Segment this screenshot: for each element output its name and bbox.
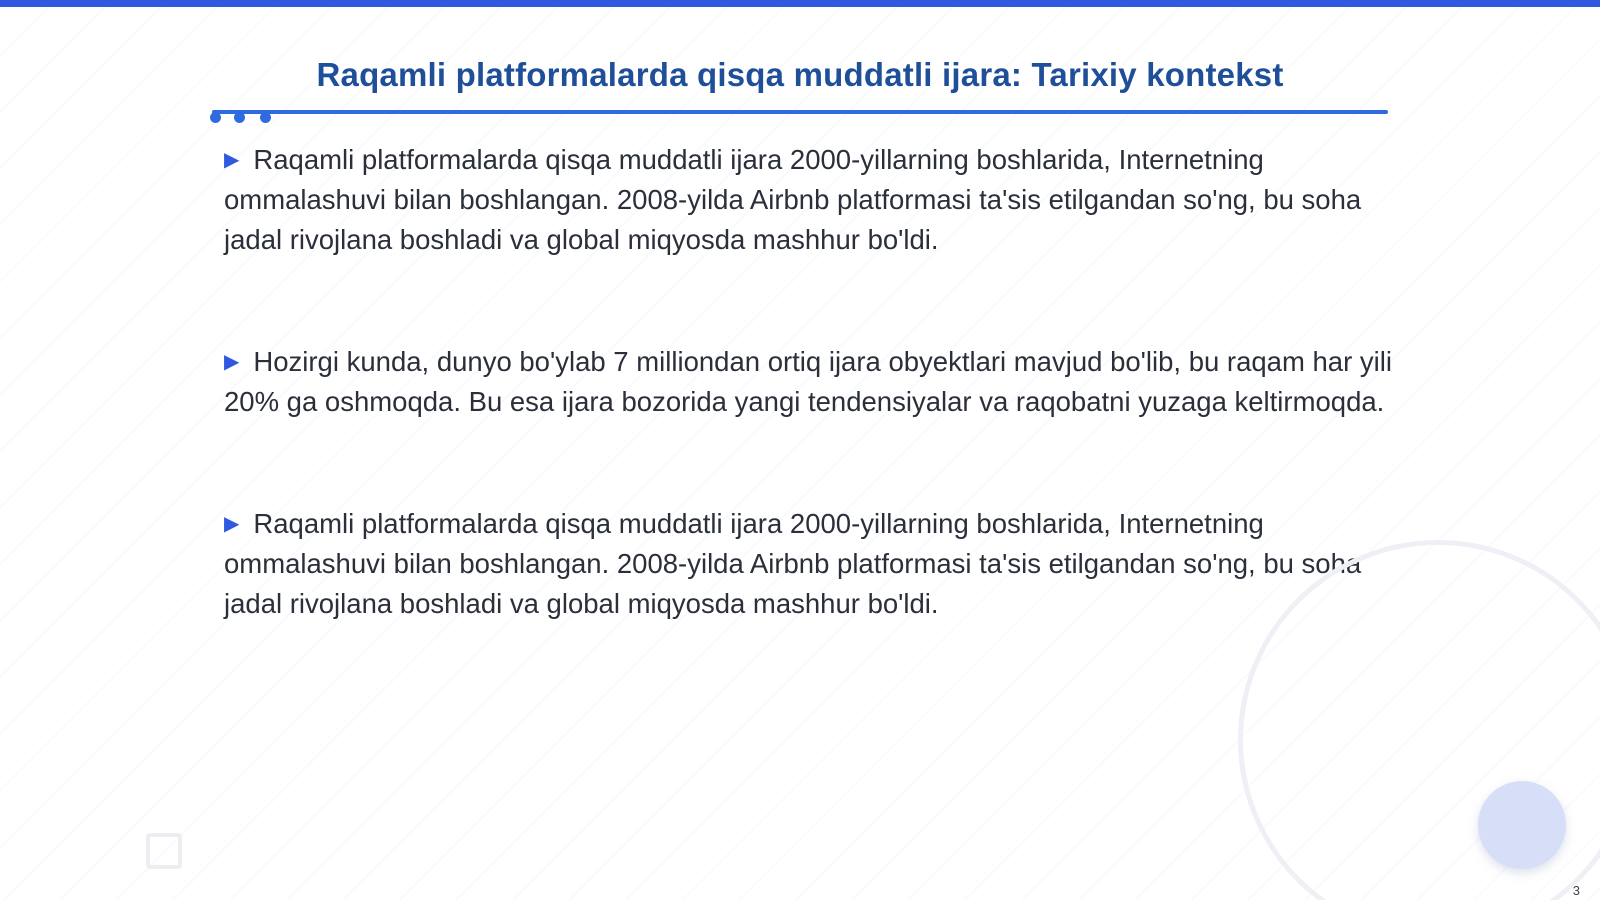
triangle-bullet-icon: ▶ [224,513,240,535]
title-underline [212,110,1388,114]
decorative-dot [210,112,221,123]
decorative-dot [260,112,271,123]
bullet-item [224,140,1394,260]
decorative-square [146,833,182,869]
triangle-bullet-icon: ▶ [224,149,240,171]
bullet-text: Hozirgi kunda, dunyo bo'ylab 7 milliondan ortiq ijara obyektlari mavjud bo'lib, bu raqam har yili 20% ga oshmoqda. Bu esa ijara bozorida yangi tendensiyalar va raqobatni yuzaga keltirmoqda. [224,346,1392,417]
decorative-circle [1478,781,1566,869]
bullet-text: Raqamli platformalarda qisqa muddatli ijara 2000-yillarning boshlarida, Internetning ommalashuvi bilan boshlangan. 2008-yilda Airbnb platformasi ta'sis etilgandan so'ng, bu soha jadal rivojlana boshladi va global miqyosda mashhur bo'ldi. [224,508,1362,619]
top-accent-bar [0,0,1600,7]
bullet-text: Raqamli platformalarda qisqa muddatli ijara 2000-yillarning boshlarida, Internetning ommalashuvi bilan boshlangan. 2008-yilda Airbnb platformasi ta'sis etilgandan so'ng, bu soha jadal rivojlana boshladi va global miqyosda mashhur bo'ldi. [224,144,1362,255]
page-number: 3 [1572,883,1580,898]
bullet-item [224,504,1394,624]
bullet-list [224,140,1394,706]
bullet-item [224,342,1394,422]
triangle-bullet-icon: ▶ [224,351,240,373]
slide-title: Raqamli platformalarda qisqa muddatli ijara: Tarixiy kontekst [316,56,1284,93]
decorative-dot [234,112,245,123]
